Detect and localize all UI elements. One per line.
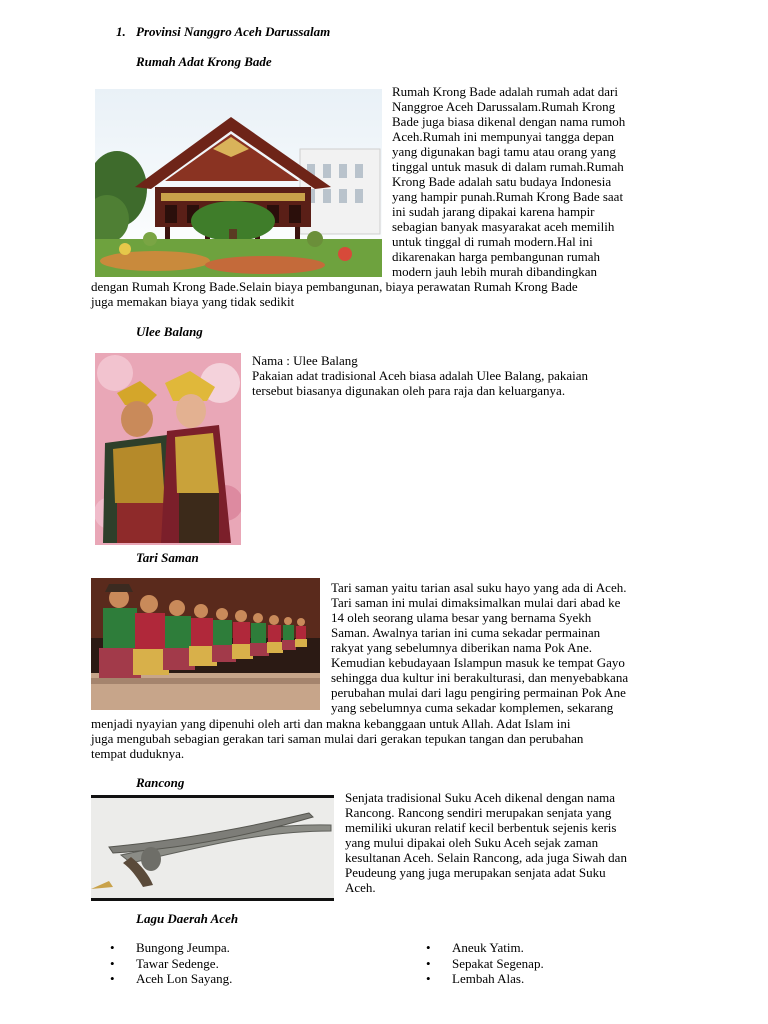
rumah-line: sebagian banyak masyarakat aceh memilih: [392, 219, 615, 234]
rumah-title: Rumah Adat Krong Bade: [136, 54, 272, 69]
rumah-full-line: dengan Rumah Krong Bade.Selain biaya pembangunan, biaya perawatan Rumah Krong Bade: [91, 279, 578, 294]
saman-title: Tari Saman: [136, 550, 199, 565]
saman-line: Kemudian kebudayaan Islampun masuk ke tempat Gayo: [331, 655, 625, 670]
saman-line: yang sebelumnya cuma sekadar komplemen, sekarang: [331, 700, 614, 715]
song-item: • Bungong Jeumpa.: [110, 940, 232, 956]
rancong-line: Aceh.: [345, 880, 376, 895]
saman-full-line: juga mengubah sebagian gerakan tari saman mulai dari gerakan tepukan tangan dan perubahan: [91, 731, 584, 746]
rumah-line: Nanggroe Aceh Darussalam.Rumah Krong: [392, 99, 616, 114]
rancong-line: kesultanan Aceh. Selain Rancong, ada juga Siwah dan: [345, 850, 627, 865]
song-item: • Sepakat Segenap.: [426, 956, 544, 972]
saman-line: perubahan mulai dari lagu pengiring permainan Pok Ane: [331, 685, 626, 700]
rumah-line: Rumah Krong Bade adalah rumah adat dari: [392, 84, 618, 99]
rumah-line: yang digunakan bagi tamu atau orang yang: [392, 144, 616, 159]
rumah-line: Krong Bade adalah satu budaya Indonesia: [392, 174, 612, 189]
ulee-text: [252, 353, 588, 398]
lagu-title: Lagu Daerah Aceh: [136, 911, 239, 926]
song-list-left: [110, 940, 232, 987]
saman-full-line: tempat duduknya.: [91, 746, 185, 761]
rumah-line: modern jauh lebih murah dibandingkan: [392, 264, 598, 279]
saman-line: Tari saman ini mulai dimaksimalkan mulai dari abad ke: [331, 595, 621, 610]
saman-full-text: [91, 716, 583, 761]
ulee-line: Nama : Ulee Balang: [252, 353, 358, 368]
saman-wrap-text: [331, 580, 628, 715]
rancong-image: [91, 795, 334, 901]
song-item: • Tawar Sedenge.: [110, 956, 232, 972]
rumah-wrap-text: [392, 84, 625, 279]
rumah-line: Bade juga biasa dikenal dengan nama rumoh: [392, 114, 626, 129]
rancong-line: Rancong. Rancong sendiri merupakan senjata yang: [345, 805, 612, 820]
song-item: • Aneuk Yatim.: [426, 940, 544, 956]
song-item: • Aceh Lon Sayang.: [110, 971, 232, 987]
tari-saman-image: [91, 578, 320, 710]
rumah-line: tinggal untuk masuk di dalam rumah.Rumah: [392, 159, 624, 174]
rumah-full-line: juga memakan biaya yang tidak sedikit: [91, 294, 295, 309]
rumah-line: yang hampir punah.Rumah Krong Bade saat: [392, 189, 624, 204]
rancong-line: Senjata tradisional Suku Aceh dikenal dengan nama: [345, 790, 616, 805]
rumah-krong-bade-image: [95, 89, 382, 277]
ulee-line: tersebut biasanya digunakan oleh para raja dan keluarganya.: [252, 383, 566, 398]
rumah-line: dikarenakan harga pembangunan rumah: [392, 249, 601, 264]
saman-line: Tari saman yaitu tarian asal suku hayo yang ada di Aceh.: [331, 580, 627, 595]
rancong-line: Peudeung yang juga merupakan senjata adat Suku: [345, 865, 606, 880]
rumah-line: ini sudah jarang dipakai karena hampir: [392, 204, 595, 219]
ulee-line: Pakaian adat tradisional Aceh biasa adalah Ulee Balang, pakaian: [252, 368, 589, 383]
ulee-title: Ulee Balang: [136, 324, 203, 339]
rancong-title: Rancong: [136, 775, 185, 790]
section-title: Provinsi Nanggro Aceh Darussalam: [136, 24, 331, 39]
ulee-balang-image: [95, 353, 241, 545]
section-number: 1.: [116, 24, 126, 39]
rumah-line: Aceh.Rumah ini mempunyai tangga depan: [392, 129, 615, 144]
rumah-full-text: [91, 279, 578, 309]
saman-line: rakyat yang sebelumnya diberikan nama Pok Ane.: [331, 640, 593, 655]
saman-line: Saman. Awalnya tarian ini cuma sekadar permainan: [331, 625, 601, 640]
rancong-text: [345, 790, 627, 895]
song-item: • Lembah Alas.: [426, 971, 544, 987]
rancong-line: memiliki ukuran relatif kecil berbentuk sejenis keris: [345, 820, 617, 835]
saman-line: sehingga dua kultur ini berakulturasi, dan menyebabkana: [331, 670, 629, 685]
saman-full-line: menjadi nyayian yang dipenuhi oleh arti dan makna kebanggaan untuk Allah. Adat Islam ini: [91, 716, 571, 731]
song-list-right: [426, 940, 544, 987]
rancong-line: yang mului dipakai oleh Suku Aceh sejak zaman: [345, 835, 599, 850]
saman-line: 14 oleh seorang ulama besar yang bernama Syekh: [331, 610, 592, 625]
rumah-line: untuk tinggal di rumah modern.Hal ini: [392, 234, 593, 249]
